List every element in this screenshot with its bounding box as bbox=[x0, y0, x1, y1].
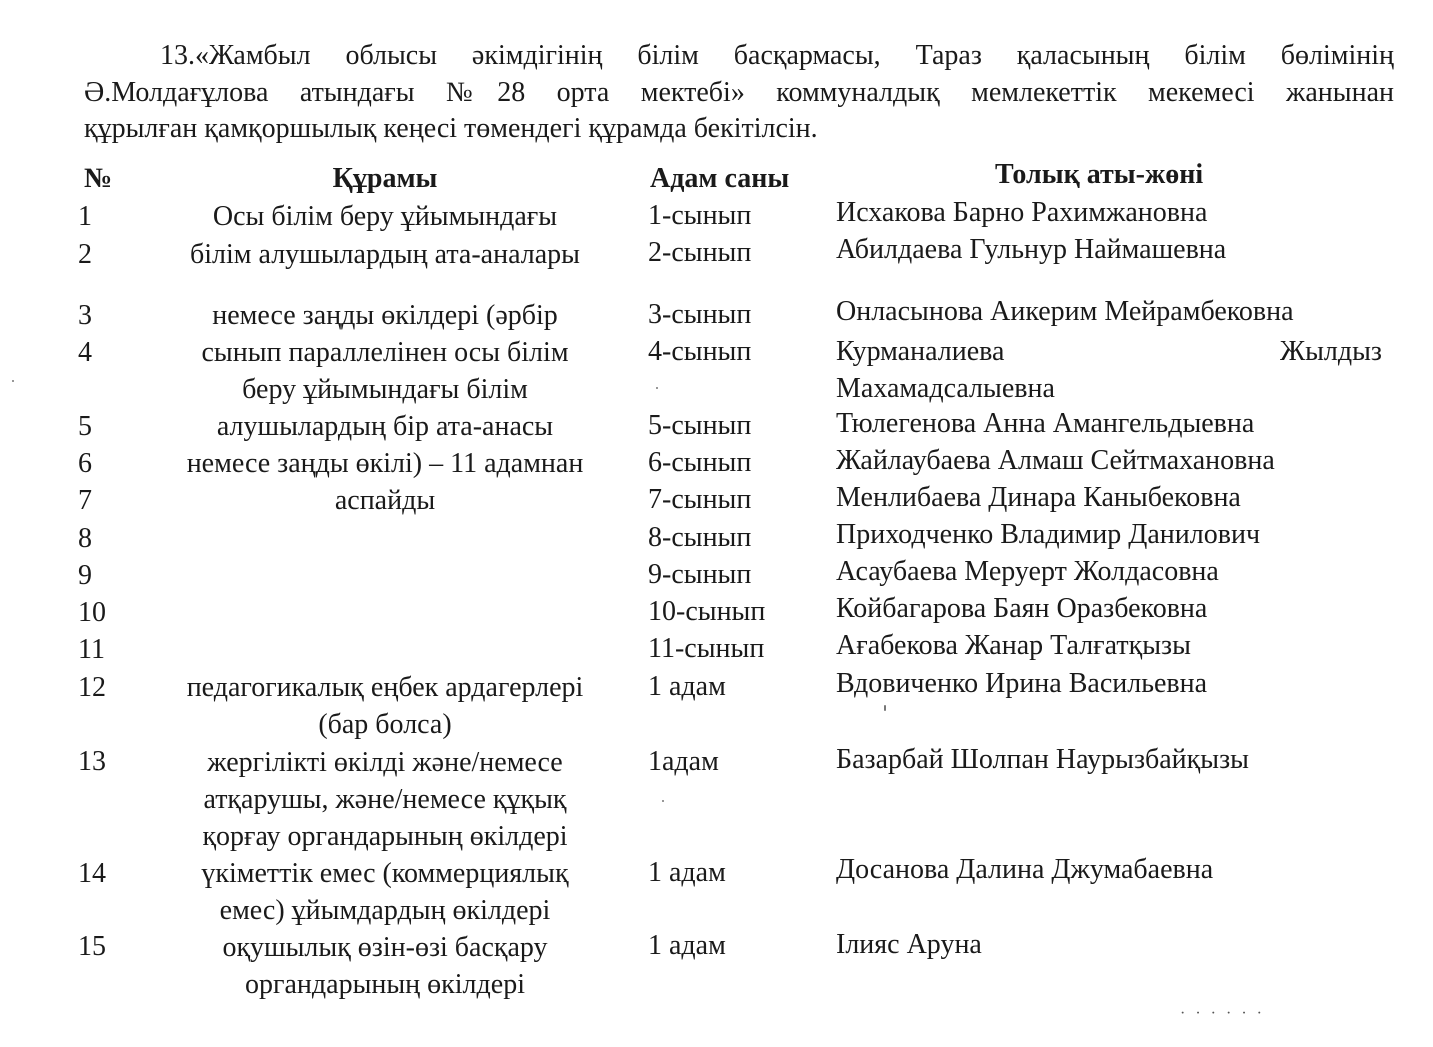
count-cell: 2-сынып bbox=[648, 237, 752, 268]
composition-line: үкіметтік емес (коммерциялық bbox=[201, 858, 569, 889]
intro-line: 13.«Жамбыл облысы әкімдігінің білім басқармасы, Тараз қаласының білім бөлімінің bbox=[160, 40, 1394, 71]
composition-line: атқарушы, және/немесе құқық bbox=[203, 784, 567, 815]
count-cell: 5-сынып bbox=[648, 410, 752, 441]
row-number: 14 bbox=[78, 858, 106, 889]
header-composition: Құрамы bbox=[332, 163, 438, 194]
full-name-cell: Менлибаева Динара Каныбековна bbox=[836, 482, 1241, 513]
count-cell: 9-сынып bbox=[648, 559, 752, 590]
intro-paragraph bbox=[84, 38, 1394, 148]
composition-line: емес) ұйымдардың өкілдері bbox=[219, 895, 551, 926]
composition-line: немесе заңды өкілі) – 11 адамнан bbox=[186, 448, 584, 479]
composition-line: алушылардың бір ата-анасы bbox=[216, 411, 554, 442]
composition-line: аспайды bbox=[334, 485, 436, 516]
composition-line: педагогикалық еңбек ардагерлері bbox=[186, 672, 584, 703]
composition-line: қорғау органдарының өкілдері bbox=[202, 821, 568, 852]
composition-line: сынып параллелінен осы білім bbox=[201, 337, 569, 368]
row-number: 1 bbox=[78, 201, 92, 232]
composition-line: органдарының өкілдері bbox=[245, 969, 525, 1000]
row-number: 8 bbox=[78, 523, 92, 554]
full-name-cell: Исхакова Барно Рахимжановна bbox=[836, 197, 1208, 228]
row-number: 12 bbox=[78, 672, 106, 703]
scan-speck bbox=[884, 705, 886, 711]
composition-line: жергілікті өкілді және/немесе bbox=[207, 747, 563, 778]
full-name-cell: Приходченко Владимир Данилович bbox=[836, 519, 1261, 550]
row-number: 10 bbox=[78, 597, 106, 628]
count-cell: 1-сынып bbox=[648, 200, 752, 231]
header-full-name: Толық аты-жөні bbox=[995, 159, 1204, 190]
full-name-cell: Курманалиева bbox=[836, 336, 1005, 367]
count-cell: 1 адам bbox=[648, 930, 726, 961]
full-name-cell: Тюлегенова Анна Амангельдыевна bbox=[836, 408, 1255, 439]
count-cell: 3-сынып bbox=[648, 299, 752, 330]
full-name-cell: Базарбай Шолпан Наурызбайқызы bbox=[836, 744, 1249, 775]
full-name-cell: Онласынова Аикерим Мейрамбековна bbox=[836, 296, 1294, 327]
full-name-cell: Ілияс Аруна bbox=[836, 929, 982, 960]
composition-line: (бар болса) bbox=[318, 709, 452, 740]
header-number: № bbox=[84, 163, 113, 194]
row-number: 5 bbox=[78, 411, 92, 442]
full-name-cell: Койбагарова Баян Оразбековна bbox=[836, 593, 1208, 624]
scan-speck bbox=[656, 387, 658, 389]
full-name-cell: Вдовиченко Ирина Васильевна bbox=[836, 668, 1208, 699]
count-cell: 1 адам bbox=[648, 671, 726, 702]
composition-line: немесе заңды өкілдері (әрбір bbox=[212, 300, 558, 331]
full-name-cell: Абилдаева Гульнур Наймашевна bbox=[836, 234, 1227, 265]
composition-line: оқушылық өзін-өзі басқару bbox=[222, 932, 548, 963]
count-cell: 4-сынып bbox=[648, 336, 752, 367]
count-cell: 10-сынып bbox=[648, 596, 766, 627]
full-name-cell: Жайлаубаева Алмаш Сейтмахановна bbox=[836, 445, 1275, 476]
scan-speck bbox=[12, 380, 14, 382]
row-number: 2 bbox=[78, 239, 92, 270]
row-number: 7 bbox=[78, 485, 92, 516]
row-number: 3 bbox=[78, 300, 92, 331]
count-cell: 8-сынып bbox=[648, 522, 752, 553]
count-cell: 11-сынып bbox=[648, 633, 765, 664]
row-number: 6 bbox=[78, 448, 92, 479]
composition-line: білім алушылардың ата-аналары bbox=[190, 239, 580, 270]
count-cell: 1адам bbox=[648, 746, 719, 777]
header-count: Адам саны bbox=[650, 163, 790, 194]
intro-line: Ә.Молдағұлова атындағы №28 орта мектебі» коммуналдық мемлекеттік мекемесі жанынан bbox=[84, 76, 1394, 108]
full-name-cell: Досанова Далина Джумабаевна bbox=[836, 854, 1214, 885]
count-cell: 1 адам bbox=[648, 857, 726, 888]
count-cell: 6-сынып bbox=[648, 447, 752, 478]
scan-speck bbox=[662, 800, 664, 802]
row-number: 9 bbox=[78, 560, 92, 591]
row-number: 11 bbox=[78, 634, 105, 665]
intro-line: құрылған қамқоршылық кеңесі төмендегі құрамда бекітілсін. bbox=[84, 113, 818, 144]
full-name-cell: Махамадсалыевна bbox=[836, 373, 1055, 404]
cut-off-footer-trace: · · · · · · bbox=[1180, 1005, 1265, 1022]
row-number: 13 bbox=[78, 746, 106, 777]
full-name-cell: Ағабекова Жанар Талғатқызы bbox=[836, 630, 1191, 661]
row-number: 4 bbox=[78, 337, 92, 368]
count-cell: 7-сынып bbox=[648, 484, 752, 515]
full-name-cell: Жылдыз bbox=[1280, 336, 1382, 367]
composition-line: Осы білім беру ұйымындағы bbox=[212, 201, 558, 232]
full-name-cell: Асаубаева Меруерт Жолдасовна bbox=[836, 556, 1219, 587]
composition-line: беру ұйымындағы білім bbox=[242, 374, 528, 405]
row-number: 15 bbox=[78, 931, 106, 962]
